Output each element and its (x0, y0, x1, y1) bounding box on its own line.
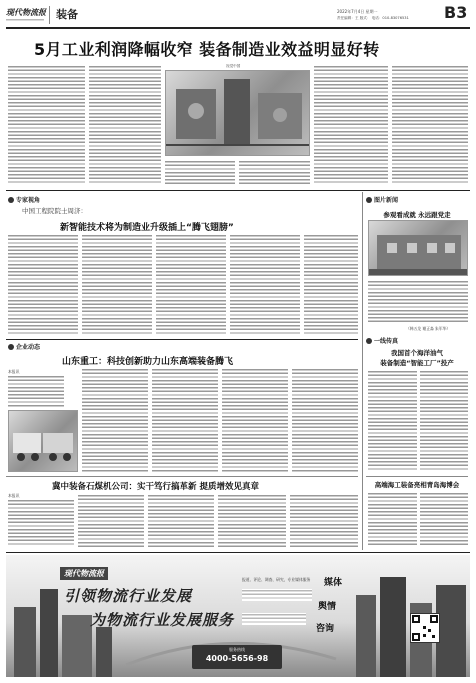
photo-news-text (368, 280, 468, 324)
ad-text-block1 (242, 589, 312, 601)
frontline-label-text: 一线传真 (374, 338, 399, 345)
lead-headline: 5月工业利润降幅收窄 装备制造业效益明显好转 (34, 40, 380, 59)
lead-col4-under-photo (239, 160, 310, 184)
ad-hotline-label: 服务热线 (229, 647, 245, 652)
masthead-subline (6, 18, 44, 22)
section-name: 装备 (56, 8, 78, 21)
enterprise-photo (8, 410, 78, 472)
expert-headline: 新智能技术将为制造业升级插上“腾飞翅膀” (60, 223, 234, 233)
enterprise-col2 (82, 368, 148, 472)
enterprise2-col5 (290, 494, 358, 547)
enterprise-headline2: 冀中装备石煤机公司：实干笃行搞革新 提质增效见真章 (52, 482, 259, 492)
ad-banner (6, 555, 470, 677)
right-sub-rule (366, 476, 468, 477)
lead-col1 (8, 65, 85, 183)
section-dot-icon (366, 197, 372, 203)
ad-slogan-line1: 引领物流行业发展 (64, 587, 193, 605)
enterprise-label (8, 342, 40, 351)
section-dot-icon (8, 344, 14, 350)
enterprise-col5 (292, 368, 358, 472)
expert-col2 (82, 234, 152, 336)
building-illustration (369, 221, 468, 276)
trucks-illustration (9, 411, 78, 472)
expert-kicker: 中国工程院院士周济： (22, 207, 87, 215)
photo-news-label (366, 195, 398, 204)
photo-news-credit: （韩五龙 谢正淼 朱军华） (406, 326, 451, 331)
enterprise-col1 (8, 375, 64, 407)
frontline-col2 (420, 370, 468, 472)
lead-photo (165, 70, 310, 156)
ad-hotline-box (192, 645, 282, 669)
expert-col1 (8, 234, 78, 336)
lead-col3-under-photo (165, 160, 235, 184)
lead-col6 (392, 65, 468, 184)
lead-col5 (314, 65, 388, 184)
right-story-col2 (420, 492, 468, 547)
masthead (6, 4, 470, 26)
enterprise-headline1: 山东重工：科技创新助力山东高端装备腾飞 (62, 357, 234, 367)
factory-illustration (166, 71, 310, 156)
ad-text-block2 (242, 613, 306, 625)
paper-name: 现代物流报 (6, 7, 46, 17)
ad-hotline-number: 4000-5656-98 (205, 654, 269, 663)
enterprise2-col3 (148, 494, 214, 547)
page-number: B3 (444, 3, 468, 22)
qr-code-icon (410, 613, 440, 643)
enterprise-byline1: 本报讯 (8, 369, 20, 374)
lead-col2 (89, 65, 161, 183)
lead-bottom-rule (6, 190, 470, 191)
frontline-headline-line1: 我国首个海洋油气 (391, 349, 443, 357)
right-headline: 高端海工装备亮相青岛海博会 (374, 481, 460, 489)
expert-col5 (304, 234, 358, 336)
ad-top-rule (6, 552, 470, 553)
enterprise-mid-rule (6, 476, 358, 477)
ad-logo-consulting: 咨询 (316, 624, 335, 634)
enterprise-byline2: 本报讯 (8, 493, 20, 498)
ad-logo-sentiment: 舆情 (318, 602, 337, 612)
enterprise2-col4 (218, 494, 286, 547)
enterprise-col4 (222, 368, 288, 472)
ad-brand: 现代物流报 (60, 567, 108, 580)
ad-slogan-line2: 为物流行业发展服务 (90, 611, 235, 629)
qr-code-pattern (411, 614, 439, 642)
section-dot-icon (366, 338, 372, 344)
masthead-rule (6, 27, 470, 29)
expert-col4 (230, 234, 300, 336)
lead-photo-caption: 视觉中国 (226, 64, 241, 68)
masthead-divider (49, 6, 50, 24)
expert-label-text: 专家视角 (16, 197, 41, 204)
date-line: 2022年7月4日 星期一 (337, 9, 378, 14)
expert-col3 (156, 234, 226, 336)
ad-sub-text: 报道、评论、调查、研究，专业媒体服务 (242, 577, 311, 582)
photo-news-label-text: 图片新闻 (374, 197, 399, 204)
enterprise2-col2 (78, 494, 144, 547)
ad-logo-media: 媒体 (324, 578, 343, 588)
enterprise-col3 (152, 368, 218, 472)
frontline-label (366, 336, 398, 345)
section-dot-icon (8, 197, 14, 203)
editor-line: 责任编辑：王 版式： 电话：010-83076531 (337, 16, 409, 20)
photo-news-image (368, 220, 468, 276)
photo-news-headline: 参观看成就 永远跟党走 (383, 211, 451, 219)
right-column-divider (362, 192, 363, 550)
right-story-col1 (368, 492, 417, 547)
enterprise-top-rule (6, 339, 358, 340)
enterprise-label-text: 企业动态 (16, 344, 41, 351)
expert-section-label (8, 195, 40, 204)
frontline-headline-line2: 装备制造“智能工厂”投产 (380, 359, 454, 367)
frontline-col1 (368, 370, 417, 472)
enterprise2-col1 (8, 499, 74, 547)
